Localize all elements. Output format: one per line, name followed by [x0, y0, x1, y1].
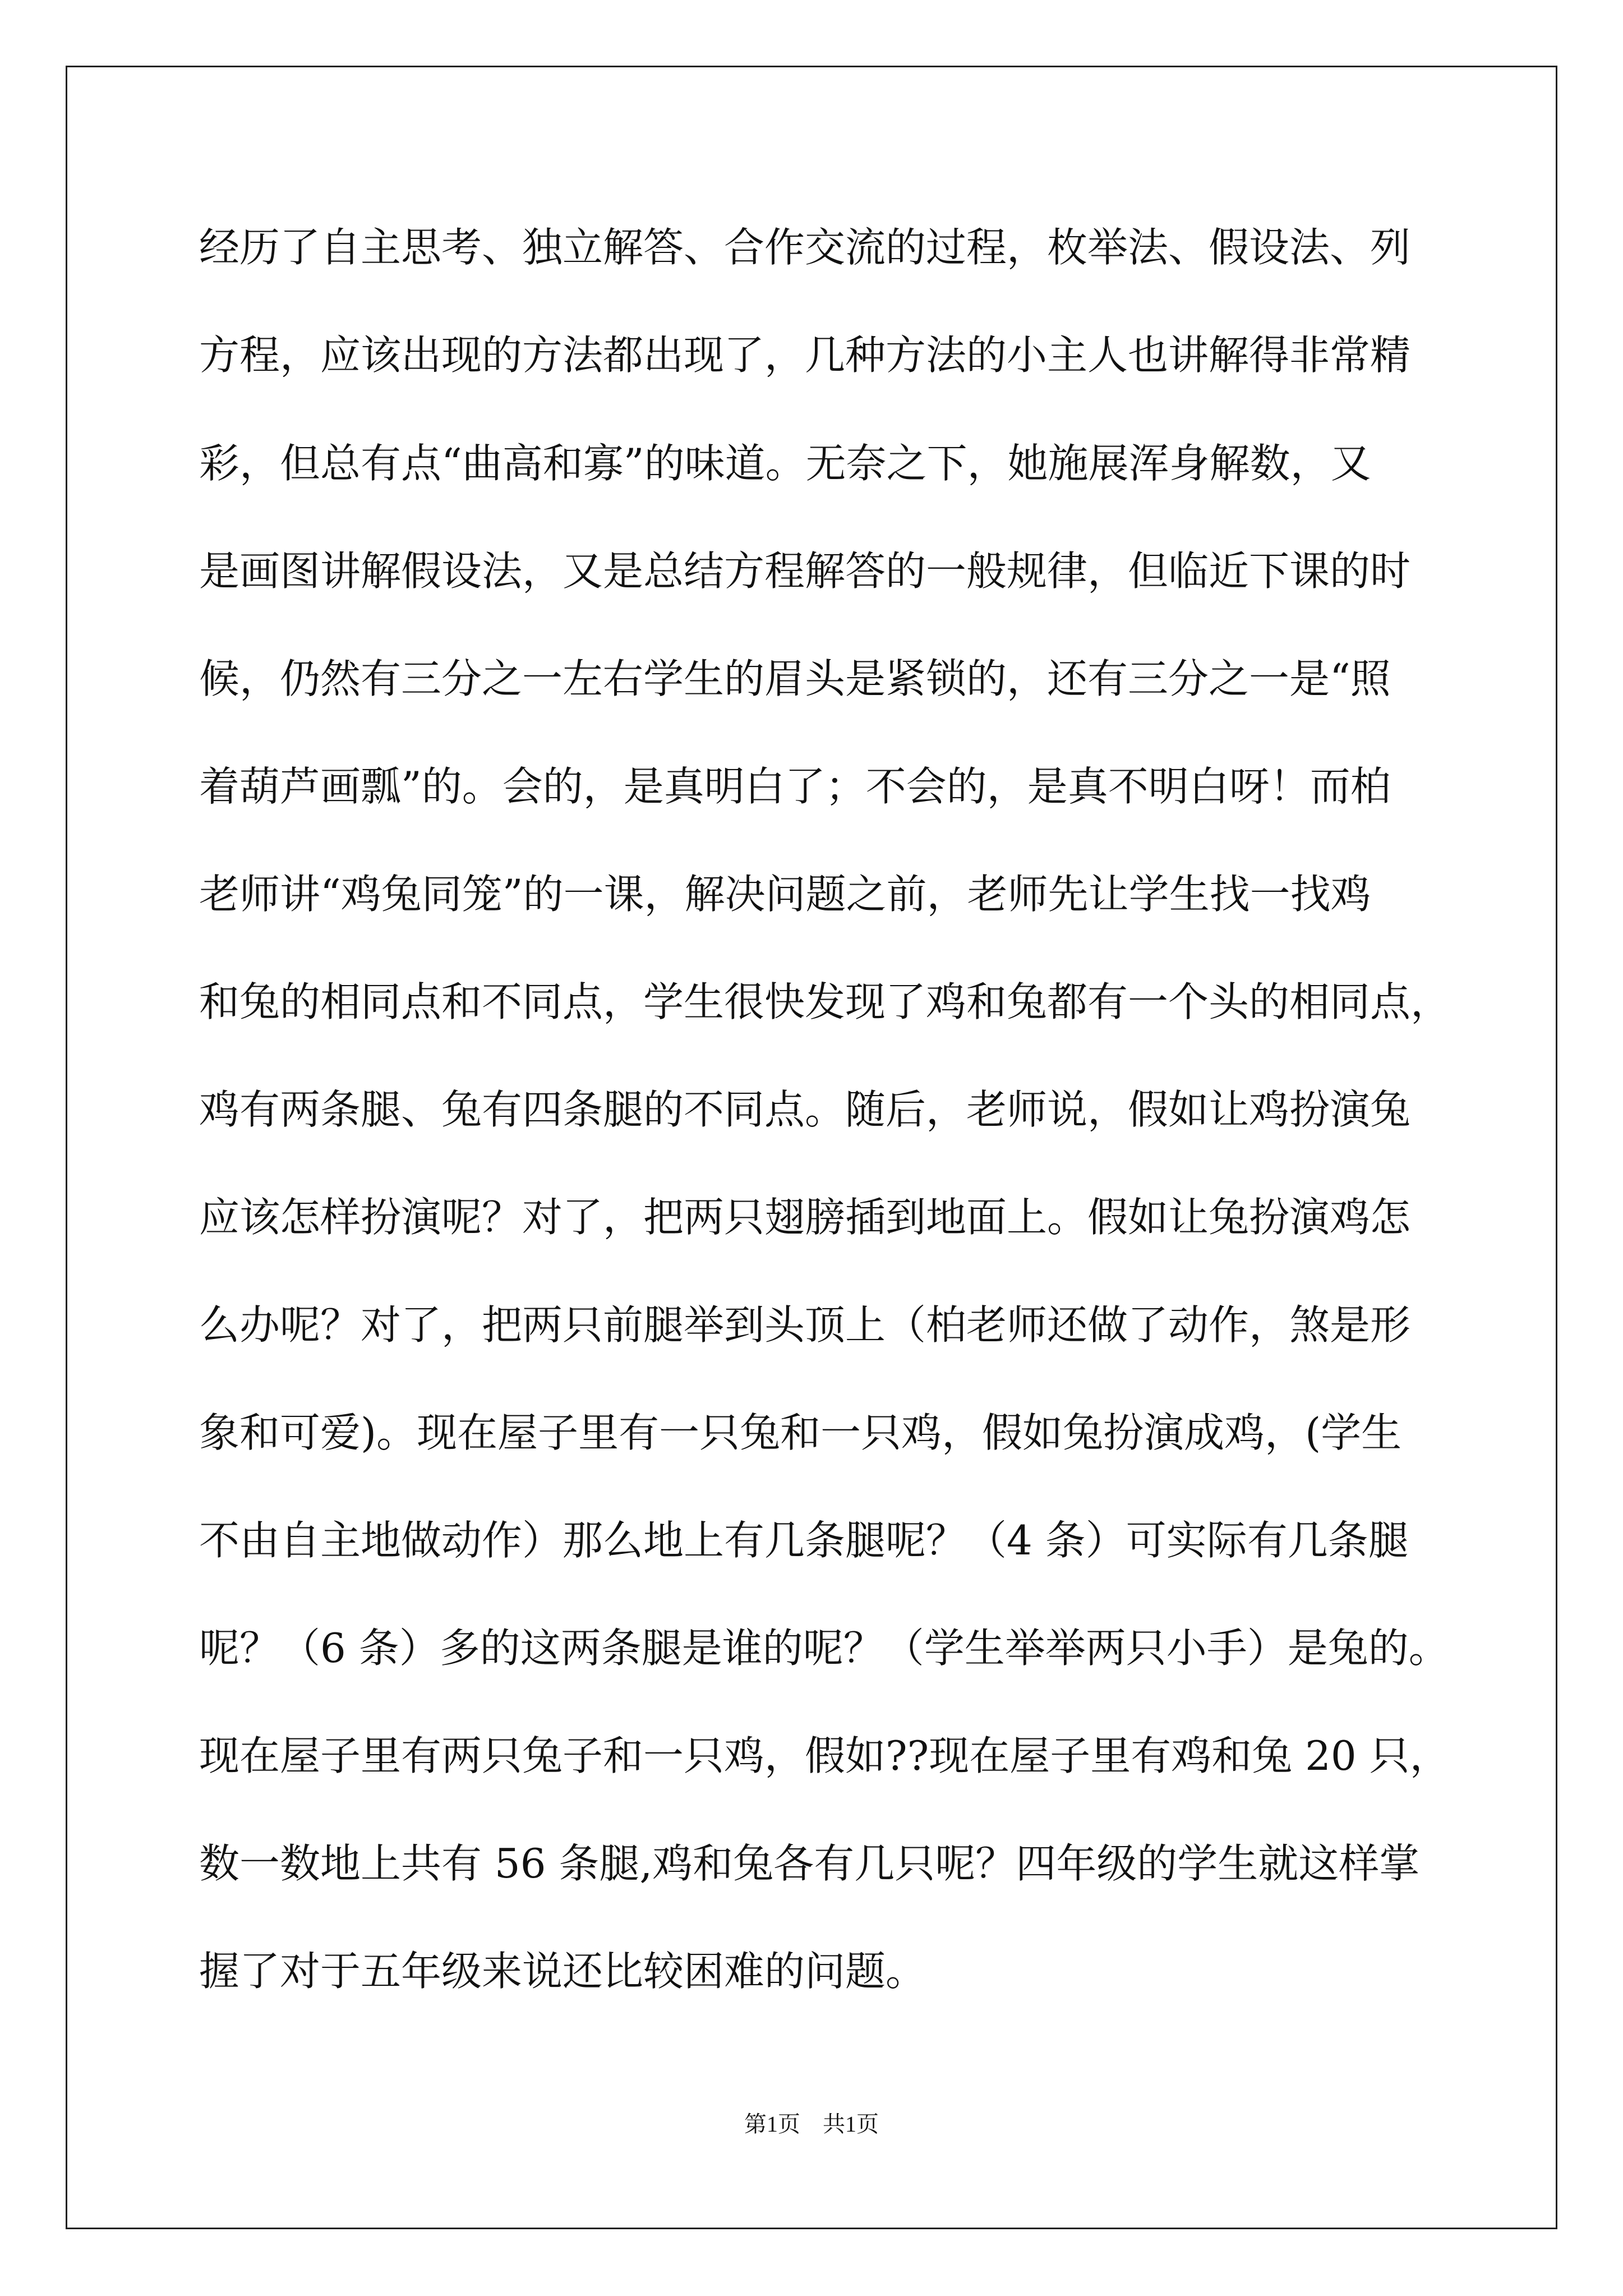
page-footer: 第1页 共1页	[744, 2111, 879, 2137]
paragraph-line: 候，仍然有三分之一左右学生的眉头是紧锁的，还有三分之一是“照	[199, 655, 1391, 702]
paragraph-line: 和兔的相同点和不同点，学生很快发现了鸡和兔都有一个头的相同点，	[199, 978, 1451, 1025]
paragraph-line: 是画图讲解假设法，又是总结方程解答的一般规律，但临近下课的时	[199, 547, 1411, 595]
paragraph-line: 经历了自主思考、独立解答、合作交流的过程，枚举法、假设法、列	[199, 224, 1411, 271]
paragraph-line: 彩，但总有点“曲高和寡”的味道。无奈之下，她施展浑身解数，又	[199, 440, 1371, 487]
paragraph-line: 着葫芦画瓢”的。会的，是真明白了；不会的，是真不明白呀！而柏	[199, 763, 1391, 810]
paragraph-line: 不由自主地做动作）那么地上有几条腿呢？（4 条）可实际有几条腿	[199, 1517, 1409, 1564]
paragraph-line: 鸡有两条腿、兔有四条腿的不同点。随后，老师说，假如让鸡扮演兔	[199, 1086, 1411, 1133]
paragraph-line: 么办呢？对了，把两只前腿举到头顶上（柏老师还做了动作，煞是形	[199, 1301, 1411, 1349]
paragraph-line: 方程，应该出现的方法都出现了，几种方法的小主人也讲解得非常精	[199, 332, 1411, 379]
paragraph-line: 老师讲“鸡兔同笼”的一课，解决问题之前，老师先让学生找一找鸡	[199, 871, 1371, 918]
paragraph-line: 呢？（6 条）多的这两条腿是谁的呢？（学生举举两只小手）是兔的。	[199, 1625, 1449, 1672]
paragraph-line: 象和可爱)。现在屋子里有一只兔和一只鸡，假如兔扮演成鸡，(学生	[199, 1409, 1402, 1456]
paragraph-line: 现在屋子里有两只兔子和一只鸡，假如??现在屋子里有鸡和兔 20 只，	[199, 1732, 1450, 1779]
page-border	[66, 66, 1557, 2229]
paragraph-line: 数一数地上共有 56 条腿,鸡和兔各有几只呢？四年级的学生就这样掌	[199, 1840, 1420, 1887]
paragraph-line: 握了对于五年级来说还比较困难的问题。	[199, 1948, 926, 1995]
paragraph-line: 应该怎样扮演呢？对了，把两只翅膀插到地面上。假如让兔扮演鸡怎	[199, 1194, 1411, 1241]
